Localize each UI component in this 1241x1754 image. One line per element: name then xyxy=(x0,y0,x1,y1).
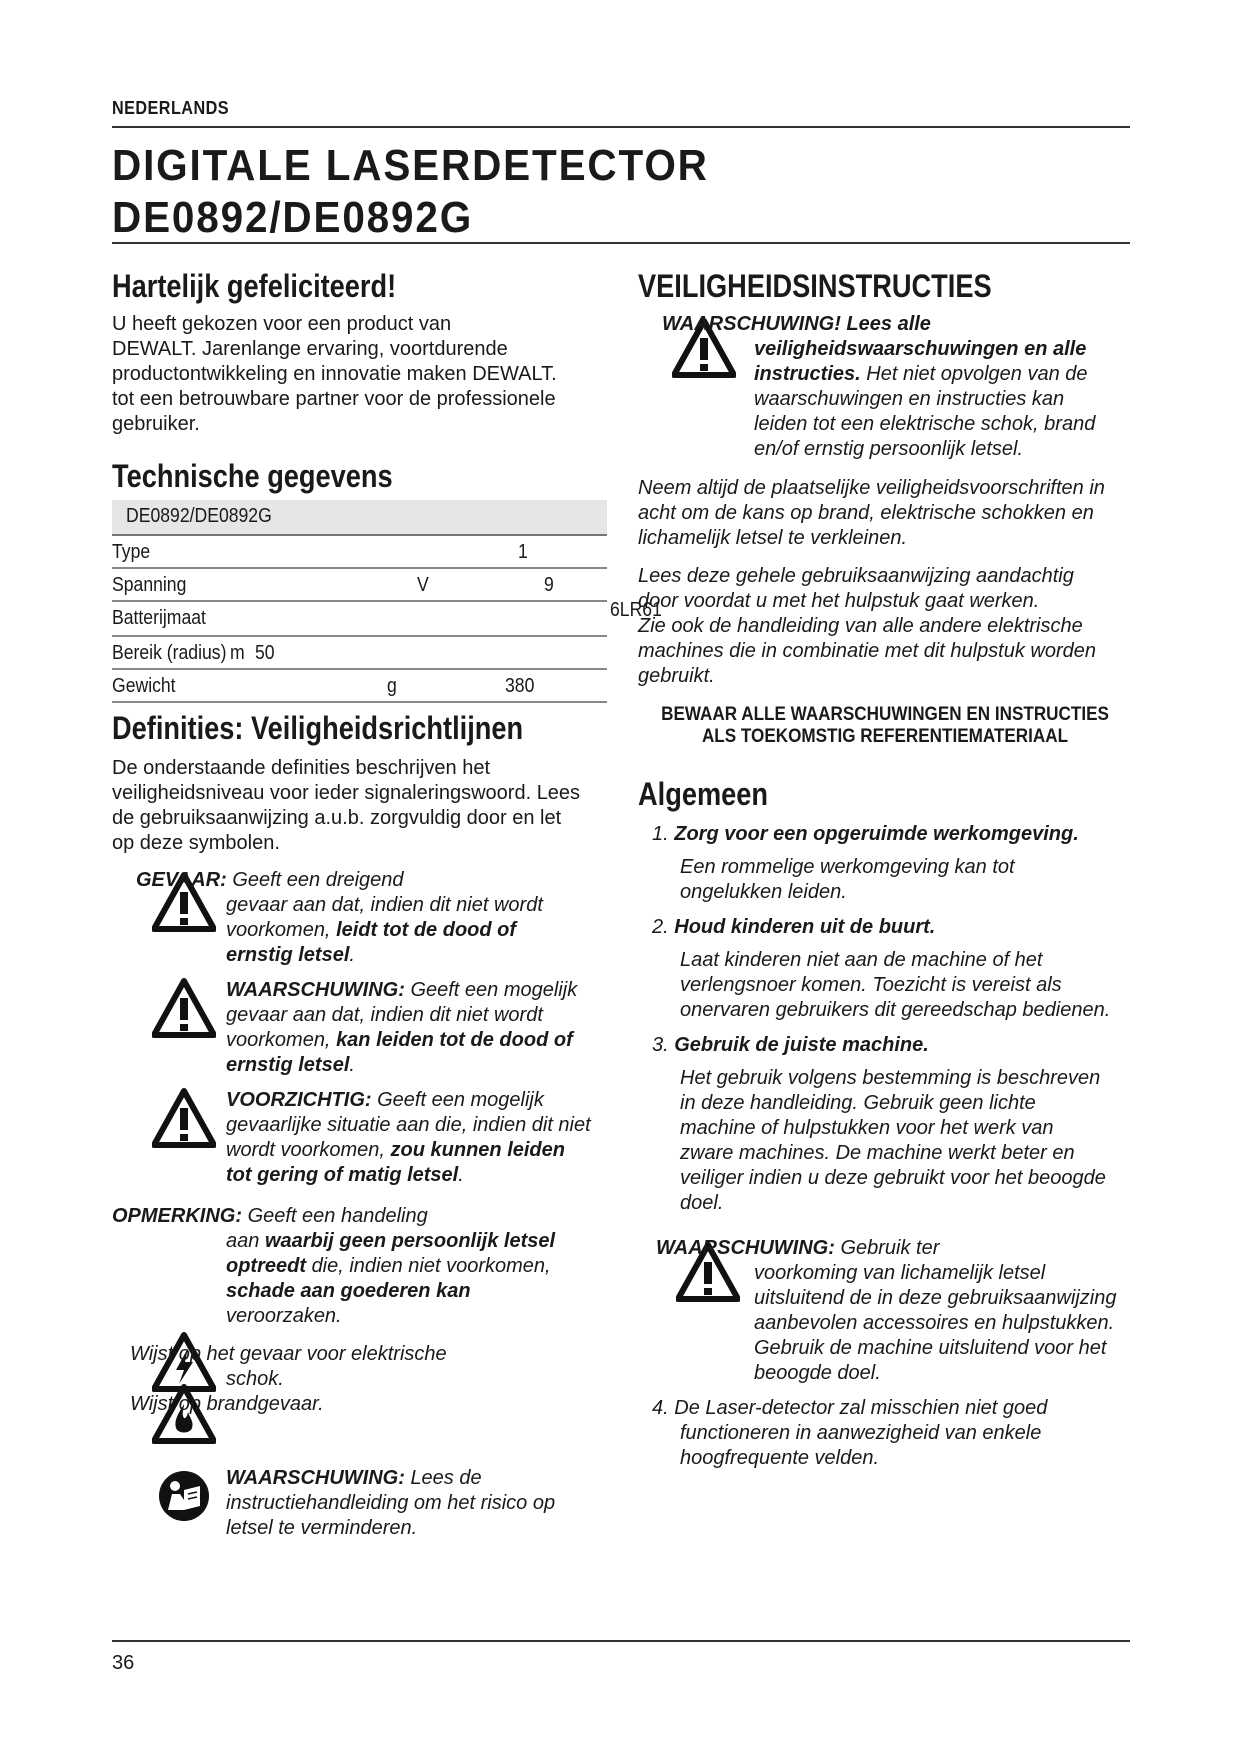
text: hoogfrequente velden. xyxy=(680,1447,880,1469)
text: leiden tot een elektrische schok, brand xyxy=(754,413,1096,435)
text: aanbevolen accessoires en hulpstukken. xyxy=(754,1312,1115,1334)
safety-paragraph-2 xyxy=(638,564,1138,689)
table-row xyxy=(112,637,607,670)
text: lichamelijk letsel te verkleinen. xyxy=(638,527,908,549)
congrats-line: tot een betrouwbare partner voor de professionele xyxy=(112,388,556,410)
row-value: 50 xyxy=(255,642,275,664)
item-title: Zorg voor een opgeruimde werkomgeving. xyxy=(674,823,1079,845)
read-manual-icon xyxy=(158,1470,210,1522)
page-number: 36 xyxy=(112,1652,135,1674)
text: doel. xyxy=(680,1192,724,1214)
row-unit: V xyxy=(417,574,429,596)
text: en/of ernstig persoonlijk letsel. xyxy=(754,438,1024,460)
voorzichtig-label: VOORZICHTIG: xyxy=(226,1089,372,1111)
text: De Laser-detector zal misschien niet goed xyxy=(674,1397,1048,1419)
text: verlengsnoer komen. Toezicht is vereist als xyxy=(680,974,1062,996)
general-heading: Algemeen xyxy=(638,776,768,812)
text: beoogde doel. xyxy=(754,1362,881,1384)
text: Geeft een dreigend xyxy=(232,869,404,891)
text: Lees deze gehele gebruiksaanwijzing aandachtig xyxy=(638,565,1074,587)
table-row xyxy=(112,569,607,602)
text: die, indien niet voorkomen, xyxy=(311,1255,551,1277)
opmerking-label: OPMERKING: xyxy=(112,1205,242,1227)
general-item-4 xyxy=(652,1396,1142,1471)
text: ernstig letsel xyxy=(226,944,350,966)
text: Zie ook de handleiding van alle andere elektrische xyxy=(638,615,1083,637)
voorzichtig-definition: VOORZICHTIG: Geeft een mogelijk gevaarlijke situatie aan die, indien dit niet wordt voorkomen, zou kunnen leiden tot gering of matig letsel. xyxy=(226,1088,626,1188)
text: onervaren gebruikers dit gereedschap bedienen. xyxy=(680,999,1111,1021)
text: waarbij geen persoonlijk letsel xyxy=(264,1230,556,1252)
text: Het niet opvolgen van de xyxy=(866,363,1088,385)
text: in deze handleiding. Gebruik geen lichte xyxy=(680,1092,1036,1114)
text: voorkomen, xyxy=(226,919,331,941)
text: aan xyxy=(226,1230,260,1252)
congrats-text xyxy=(112,312,612,437)
text: zware machines. De machine werkt beter en xyxy=(680,1142,1075,1164)
text: instructies. xyxy=(754,363,861,385)
footer-rule xyxy=(112,1640,1130,1642)
text: voorkoming van lichamelijk letsel xyxy=(754,1262,1046,1284)
intro-line: op deze symbolen. xyxy=(112,832,280,854)
item-number: 1. xyxy=(652,823,669,845)
language-label: NEDERLANDS xyxy=(112,98,230,118)
table-row xyxy=(112,536,607,569)
item-number: 2. xyxy=(652,916,669,938)
text: letsel te verminderen. xyxy=(226,1517,418,1539)
table-row xyxy=(112,599,662,637)
text: Wijst op het gevaar voor elektrische xyxy=(130,1343,447,1365)
warning-triangle-icon xyxy=(152,978,216,1038)
text: Geeft een mogelijk xyxy=(410,979,578,1001)
model-label: DE0892/DE0892G xyxy=(126,505,272,527)
text: door voordat u met het hulpstuk gaat werken. xyxy=(638,590,1040,612)
tech-heading: Technische gegevens xyxy=(112,458,393,494)
row-unit: g xyxy=(387,675,397,697)
text: BEWAAR ALLE WAARSCHUWINGEN EN INSTRUCTIES xyxy=(661,704,1109,725)
title-line-1: DIGITALE LASERDETECTOR xyxy=(112,141,709,190)
keep-instructions-note xyxy=(656,704,1115,748)
row-label: Type xyxy=(112,541,151,563)
row-label: Gewicht xyxy=(112,675,176,697)
text: Lees de xyxy=(410,1467,482,1489)
text: uitsluitend de in deze gebruiksaanwijzing xyxy=(754,1287,1117,1309)
definitions-intro xyxy=(112,756,612,856)
text: kan leiden tot de dood of xyxy=(336,1029,573,1051)
text: Het gebruik volgens bestemming is beschreven xyxy=(680,1067,1101,1089)
text: ernstig letsel xyxy=(226,1054,350,1076)
congrats-line: gebruiker. xyxy=(112,413,200,435)
definitions-heading: Definities: Veiligheidsrichtlijnen xyxy=(112,710,524,746)
safety-warning-label: WAARSCHUWING! Lees alle xyxy=(662,313,931,335)
text: schok. xyxy=(226,1368,284,1390)
safety-paragraph-1 xyxy=(638,476,1138,551)
congrats-line: DEWALT. Jarenlange ervaring, voortdurende xyxy=(112,338,508,360)
opmerking-definition xyxy=(112,1204,612,1329)
text: Gebruik ter xyxy=(840,1237,940,1259)
page-title xyxy=(112,140,709,244)
congrats-line: productontwikkeling en innovatie maken DEWALT. xyxy=(112,363,557,385)
text: functioneren in aanwezigheid van enkele xyxy=(680,1422,1042,1444)
tech-table xyxy=(112,500,662,703)
row-label: Bereik (radius) xyxy=(112,642,227,664)
gevaar-definition: GEVAAR: Geeft een dreigend gevaar aan dat, indien dit niet wordt voorkomen, leidt tot de dood of ernstig letsel. xyxy=(136,868,616,968)
item-number: 3. xyxy=(652,1034,669,1056)
row-label: Spanning xyxy=(112,574,187,596)
lees-definition xyxy=(226,1466,626,1541)
safety-heading: VEILIGHEIDSINSTRUCTIES xyxy=(638,268,992,304)
brand-definition: Wijst op brandgevaar. xyxy=(130,1393,324,1415)
text: tot gering of matig letsel xyxy=(226,1164,459,1186)
general-warning xyxy=(656,1236,1136,1386)
text: ongelukken leiden. xyxy=(680,881,847,903)
title-line-2: DE0892/DE0892G xyxy=(112,193,474,242)
congrats-heading: Hartelijk gefeliciteerd! xyxy=(112,268,397,304)
text: gevaarlijke situatie aan die, indien dit niet xyxy=(226,1114,591,1136)
text: Een rommelige werkomgeving kan tot xyxy=(680,856,1015,878)
text: voorkomen, xyxy=(226,1029,331,1051)
list-item xyxy=(652,822,1142,847)
lees-label: WAARSCHUWING: xyxy=(226,1467,405,1489)
row-value: 1 xyxy=(518,541,528,563)
text: schade aan goederen kan xyxy=(226,1280,471,1302)
text: wordt voorkomen, xyxy=(226,1139,385,1161)
row-label: Batterijmaat xyxy=(112,607,206,629)
text: veiligheidswaarschuwingen en alle xyxy=(754,338,1087,360)
safety-warning xyxy=(662,312,1132,462)
text: Laat kinderen niet aan de machine of het xyxy=(680,949,1043,971)
item-title: Gebruik de juiste machine. xyxy=(674,1034,929,1056)
text: gevaar aan dat, indien dit niet wordt xyxy=(226,1004,543,1026)
warning-triangle-icon xyxy=(152,1088,216,1148)
list-item xyxy=(652,1033,1142,1058)
text: gevaar aan dat, indien dit niet wordt xyxy=(226,894,543,916)
text: leidt tot de dood of xyxy=(336,919,517,941)
congrats-line: U heeft gekozen voor een product van xyxy=(112,313,452,335)
intro-line: veiligheidsniveau voor ieder signaleringswoord. Lees xyxy=(112,782,581,804)
item-title: Houd kinderen uit de buurt. xyxy=(674,916,936,938)
text: zou kunnen leiden xyxy=(390,1139,565,1161)
row-value: 9 xyxy=(544,574,554,596)
text: instructiehandleiding om het risico op xyxy=(226,1492,556,1514)
general-list xyxy=(652,822,1142,1216)
text: machines die in combinatie met dit hulpstuk worden xyxy=(638,640,1097,662)
title-rule xyxy=(112,242,1130,244)
text: Geeft een handeling xyxy=(247,1205,428,1227)
text: gebruikt. xyxy=(638,665,715,687)
text: veiliger indien u deze gebruikt voor het beoogde xyxy=(680,1167,1106,1189)
text: optreedt xyxy=(226,1255,306,1277)
general-warning-label: WAARSCHUWING: xyxy=(656,1237,835,1259)
text: machine of hulpstukken voor het werk van xyxy=(680,1117,1054,1139)
waarschuwing-label: WAARSCHUWING: xyxy=(226,979,405,1001)
text: Neem altijd de plaatselijke veiligheidsvoorschriften in xyxy=(638,477,1105,499)
gevaar-label: GEVAAR: xyxy=(136,869,227,891)
text: acht om de kans op brand, elektrische schokken en xyxy=(638,502,1094,524)
tech-table-header xyxy=(112,500,607,536)
intro-line: de gebruiksaanwijzing a.u.b. zorgvuldig door en let xyxy=(112,807,562,829)
text: Geeft een mogelijk xyxy=(377,1089,544,1111)
header-rule xyxy=(112,126,1130,128)
text: ALS TOEKOMSTIG REFERENTIEMATERIAAL xyxy=(701,726,1069,747)
waarschuwing-definition: WAARSCHUWING: Geeft een mogelijk gevaar aan dat, indien dit niet wordt voorkomen, kan leiden tot de dood of ernstig letsel. xyxy=(226,978,626,1078)
text: veroorzaken. xyxy=(226,1305,342,1327)
row-value: 380 xyxy=(505,675,535,697)
item-number: 4. xyxy=(652,1397,669,1419)
intro-line: De onderstaande definities beschrijven het xyxy=(112,757,491,779)
list-item xyxy=(652,915,1142,940)
text: waarschuwingen en instructies kan xyxy=(754,388,1065,410)
table-row xyxy=(112,670,607,703)
row-value: 6LR61 xyxy=(610,599,662,621)
text: Gebruik de machine uitsluitend voor het xyxy=(754,1337,1107,1359)
row-unit: m xyxy=(230,642,245,664)
